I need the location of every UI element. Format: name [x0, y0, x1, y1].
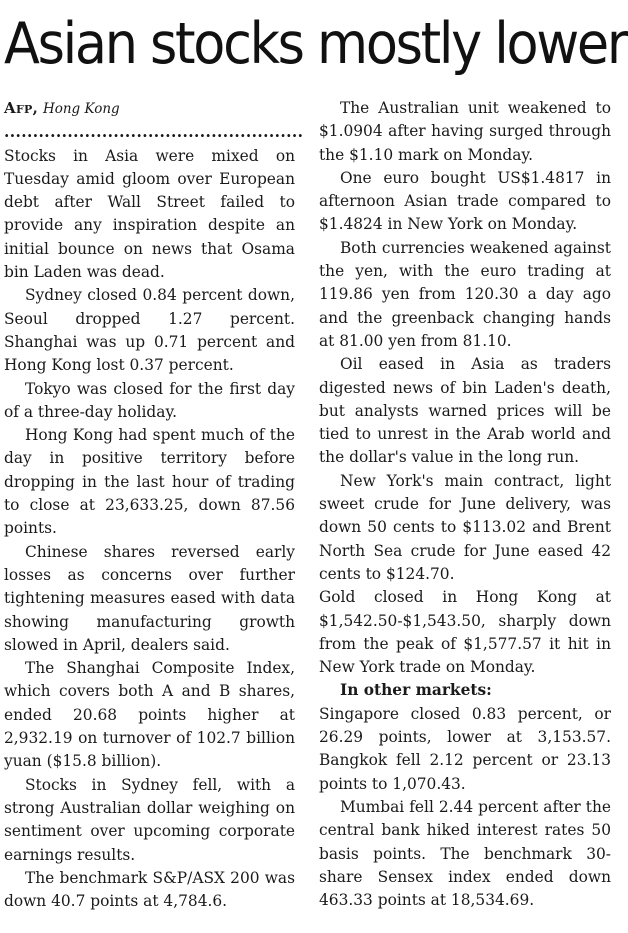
paragraph: The Australian unit weakened to $1.0904 after having surged through the $1.10 mark on Monday.	[319, 99, 611, 164]
paragraph: Mumbai fell 2.44 percent after the central bank hiked interest rates 50 basis points. The benchmark 30-share Sensex index ended down 463.33 points at 18,534.69.	[319, 797, 611, 910]
paragraph: Hong Kong had spent much of the day in positive territory before dropping in the last hour of trading to close at 23,633.25, down 87.56 points.	[4, 426, 295, 538]
headline: Asian stocks mostly lower	[4, 11, 627, 77]
paragraph: Sydney closed 0.84 percent down, Seoul dropped 1.27 percent. Shanghai was up 0.71 percent and Hong Kong lost 0.37 percent.	[4, 286, 295, 375]
paragraph: One euro bought US$1.4817 in afternoon Asian trade compared to $1.4824 in New York on Monday.	[319, 168, 611, 234]
byline	[4, 97, 295, 121]
paragraph: Tokyo was closed for the first day of a three-day holiday.	[4, 379, 295, 421]
article-column-right	[319, 97, 611, 912]
byline-agency: Afp,	[4, 99, 39, 117]
paragraph: New York's main contract, light sweet crude for June delivery, was down 50 cents to $113.02 and Brent North Sea crude for June eased 42 cents to $124.70.	[319, 471, 611, 583]
paragraph: Stocks in Asia were mixed on Tuesday amid gloom over European debt after Wall Street failed to provide any inspiration despite an initial bounce on news that Osama bin Laden was dead.	[4, 146, 295, 282]
paragraph: Both currencies weakened against the yen, with the euro trading at 119.86 yen from 120.30 a day ago and the greenback changing hands at 81.00 yen from 81.10.	[319, 238, 611, 350]
subheading: In other markets:	[340, 681, 492, 700]
paragraph: Singapore closed 0.83 percent, or 26.29 points, lower at 3,153.57. Bangkok fell 2.12 percent or 23.13 points to 1,070.43.	[319, 704, 611, 793]
paragraph: Chinese shares reversed early losses as concerns over further tightening measures eased with data showing manufacturing growth slowed in April, dealers said.	[4, 542, 295, 654]
paragraph: The Shanghai Composite Index, which covers both A and B shares, ended 20.68 points higher at 2,932.19 on turnover of 102.7 billion yuan ($15.8 billion).	[4, 659, 295, 771]
article-column-left	[4, 97, 304, 913]
paragraph: The benchmark S&P/ASX 200 was down 40.7 points at 4,784.6.	[4, 868, 295, 911]
dotted-separator: ....................................................	[4, 123, 304, 142]
paragraph: Gold closed in Hong Kong at $1,542.50-$1,543.50, sharply down from the peak of $1,577.57 it hit in New York trade on Monday.	[319, 588, 611, 677]
byline-location: Hong Kong	[42, 101, 120, 117]
paragraph: Oil eased in Asia as traders digested news of bin Laden's death, but analysts warned prices will be tied to unrest in the Arab world and the dollar's value in the long run.	[319, 355, 611, 467]
paragraph: Stocks in Sydney fell, with a strong Australian dollar weighing on sentiment over upcoming corporate earnings results.	[4, 775, 295, 864]
